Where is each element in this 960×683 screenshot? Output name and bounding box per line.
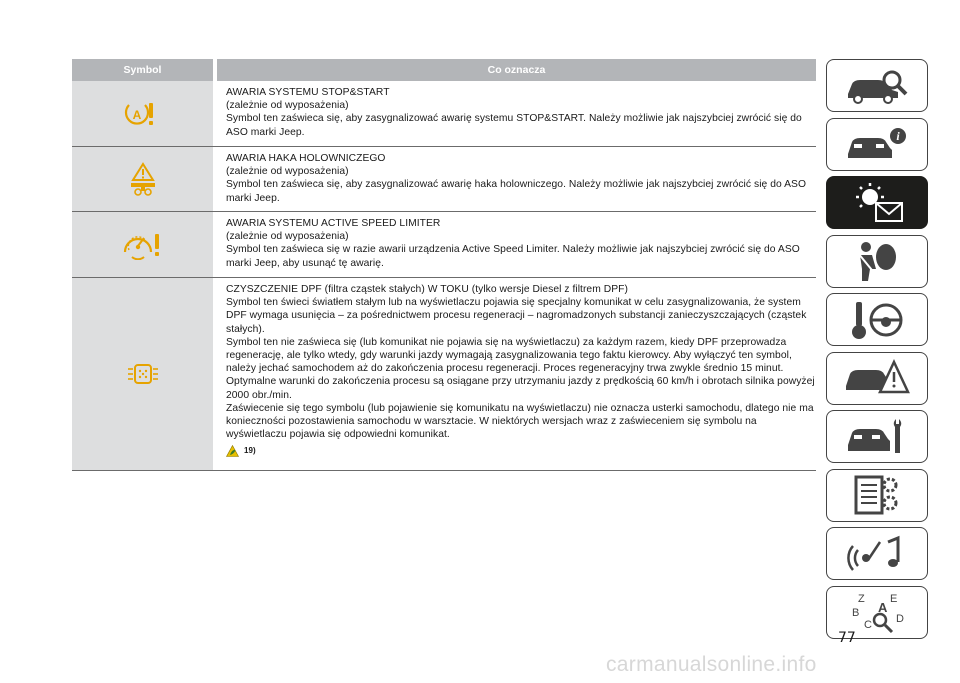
dpf-cleaning-icon [127, 363, 159, 385]
symbol-cell [72, 81, 213, 146]
antenna-music-icon [842, 532, 912, 576]
table-row [72, 81, 816, 147]
warning-title: AWARIA SYSTEMU ACTIVE SPEED LIMITER [226, 218, 441, 229]
warning-lights-table [72, 59, 816, 471]
svg-text:A: A [132, 107, 141, 122]
table-row [72, 278, 816, 471]
header-meaning: Co oznacza [487, 64, 546, 76]
note-ref-number: 19) [244, 446, 256, 456]
tab-starting-driving[interactable] [826, 293, 928, 346]
trailer-hitch-fault-icon [128, 162, 158, 196]
warning-description: Symbol ten zaświeca się, aby zasygnalizować awarię systemu STOP&START. Należy możliwie jak najszybciej zwrócić się do ASO marki Jeep. [226, 113, 802, 138]
chapter-tabs [826, 59, 928, 644]
svg-text:i: i [896, 129, 900, 143]
warning-description: Symbol ten świeci światłem stałym lub na wyświetlaczu pojawia się specjalny komunikat w celu zasygnalizowania, że system DPF wymaga usunięcia – za pośrednictwem procesu regeneracji – nagromadzonych substancji zanieczyszczających (cząstek stałych). [226, 297, 807, 335]
svg-text:B: B [852, 607, 860, 619]
warning-description: Symbol ten nie zaświeca się (lub komunikat nie pojawia się na wyświetlaczu) za każdym razem, kiedy DPF przeprowadza regenerację, ale tylko wtedy, gdy warunki jazdy wymagają zasygnalizowania tego faktu kierowcy. Aby wyłączyć ten symbol, należy jechać samochodem aż do zakończenia procesu regeneracji. Proces regeneracyjny trwa zwykle średnio 15 minut. Optymalne warunki do zakończenia procesu są osiągane przy utrzymaniu jazdy z prędkością 60 km/h i obrotach silnika powyżej 2000 obr./min. [226, 336, 815, 401]
warning-title: CZYSZCZENIE DPF (filtra cząstek stałych) W TOKU (tylko wersje Diesel z filtrem DPF) [226, 284, 628, 295]
svg-text:A: A [878, 600, 888, 615]
meaning-cell [217, 81, 816, 146]
symbol-cell [72, 212, 213, 277]
tab-emergency[interactable] [826, 352, 928, 405]
warning-description: Symbol ten zaświeca się w razie awarii urządzenia Active Speed Limiter. Należy możliwie jak najszybciej zwrócić się do ASO marki Jeep, aby usunąć tę awarię. [226, 244, 800, 269]
car-info-icon [842, 124, 912, 164]
warning-light-message-icon [842, 181, 912, 225]
tab-multimedia[interactable] [826, 527, 928, 580]
warning-availability: (zależnie od wyposażenia) [226, 231, 349, 243]
tab-technical-data[interactable] [826, 469, 928, 522]
key-steering-wheel-icon [842, 298, 912, 342]
header-symbol: Symbol [123, 64, 162, 76]
airbag-icon [842, 239, 912, 283]
meaning-cell [217, 212, 816, 277]
car-warning-triangle-icon [842, 356, 912, 400]
car-wrench-icon [842, 415, 912, 459]
svg-text:Z: Z [858, 593, 865, 605]
watermark: carmanualsonline.info [606, 653, 817, 676]
speed-limiter-fault-icon [122, 230, 164, 260]
alphabet-index-icon [842, 590, 912, 634]
tab-vehicle-knowledge[interactable] [826, 59, 928, 112]
svg-text:C: C [864, 619, 872, 631]
table-row [72, 212, 816, 278]
tab-maintenance[interactable] [826, 410, 928, 463]
meaning-cell [217, 278, 816, 470]
tab-warning-lights[interactable] [826, 176, 928, 229]
warning-title: AWARIA SYSTEMU STOP&START [226, 87, 390, 98]
warning-title: AWARIA HAKA HOLOWNICZEGO [226, 153, 386, 164]
car-search-icon [842, 66, 912, 106]
table-header [72, 59, 816, 81]
svg-text:D: D [896, 613, 904, 625]
svg-text:E: E [890, 593, 898, 605]
stop-start-fault-icon [123, 101, 163, 127]
warning-availability: (zależnie od wyposażenia) [226, 166, 349, 178]
tab-vehicle-info[interactable] [826, 118, 928, 171]
page-number: 77 [838, 630, 856, 646]
warning-availability: (zależnie od wyposażenia) [226, 100, 349, 112]
table-row [72, 147, 816, 212]
meaning-cell [217, 147, 816, 211]
warning-description: Symbol ten zaświeca się, aby zasygnalizować awarię haka holowniczego. Należy możliwie jak najszybciej zwrócić się do ASO marki Jeep. [226, 179, 807, 204]
document-gear-icon [842, 473, 912, 517]
warning-description: Zaświecenie się tego symbolu (lub pojawienie się komunikatu na wyświetlaczu) nie oznacza usterki samochodu, dlatego nie ma konieczności pozostawienia samochodu w warsztacie. W niektórych wersjach wraz z zaświeceniem się symbolu na wyświetlaczu pojawia się odpowiedni komunikat. [226, 402, 814, 441]
symbol-cell [72, 147, 213, 211]
note-reference [226, 444, 816, 457]
tab-safety[interactable] [826, 235, 928, 288]
symbol-cell [72, 278, 213, 470]
environment-note-icon [226, 445, 239, 457]
